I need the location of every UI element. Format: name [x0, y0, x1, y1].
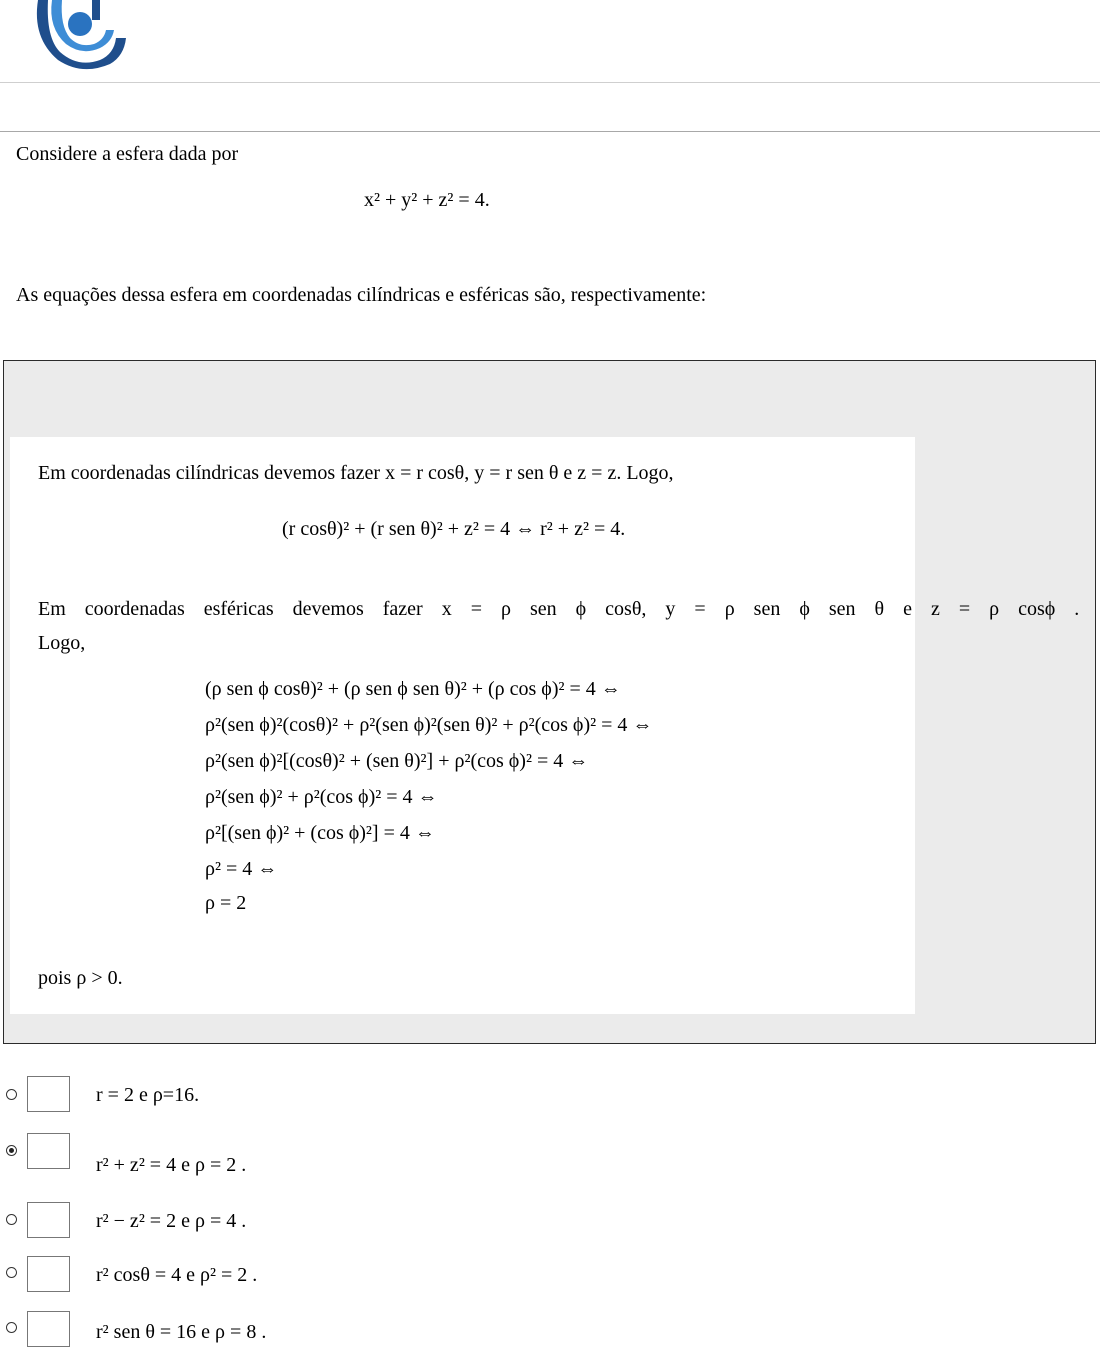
page-header [0, 0, 1100, 83]
divider [0, 131, 1100, 132]
option-text: r² − z² = 2 e ρ = 4 . [96, 1210, 247, 1232]
derivation-step: ρ²(sen ϕ)²(cosθ)² + ρ²(sen ϕ)²(sen θ)² + ρ²(cos ϕ)² = 4 ⇔ [205, 714, 653, 736]
question-intro: Considere a esfera dada por [16, 143, 239, 165]
cylindrical-intro: Em coordenadas cilíndricas devemos fazer x = r cosθ, y = r sen θ e z = z. Logo, [38, 462, 674, 484]
option-text: r² cosθ = 4 e ρ² = 2 . [96, 1264, 258, 1286]
cylindrical-equation: (r cosθ)² + (r sen θ)² + z² = 4 ⇔ r² + z² = 4. [282, 518, 626, 540]
derivation-step: ρ²(sen ϕ)²[(cosθ)² + (sen θ)²] + ρ²(cos ϕ)² = 4 ⇔ [205, 750, 589, 772]
option-letter-box [27, 1256, 70, 1292]
university-logo-icon [30, 0, 130, 83]
option-radio[interactable] [6, 1322, 17, 1333]
feedback-content [10, 437, 1080, 1014]
spherical-intro: Em coordenadas esféricas devemos fazer x = ρ sen ϕ cosθ, y = ρ sen ϕ sen θ e z = ρ cosϕ . [38, 598, 1080, 620]
option-radio[interactable] [6, 1267, 17, 1278]
option-radio[interactable] [6, 1214, 17, 1225]
option-text: r² sen θ = 16 e ρ = 8 . [96, 1321, 267, 1343]
feedback-panel [3, 360, 1096, 1044]
option-text: r² + z² = 4 e ρ = 2 . [96, 1154, 247, 1176]
option-radio-selected[interactable] [6, 1145, 17, 1156]
option-letter-box [27, 1133, 70, 1169]
option-letter-box [27, 1076, 70, 1112]
radio-selected-dot [9, 1148, 14, 1153]
derivation-step: (ρ sen ϕ cosθ)² + (ρ sen ϕ sen θ)² + (ρ cos ϕ)² = 4 ⇔ [205, 678, 621, 700]
option-radio[interactable] [6, 1089, 17, 1100]
question-prompt: As equações dessa esfera em coordenadas cilíndricas e esféricas são, respectivamente: [16, 284, 707, 306]
derivation-step: ρ²[(sen ϕ)² + (cos ϕ)²] = 4 ⇔ [205, 822, 435, 844]
conclusion: pois ρ > 0. [38, 967, 123, 989]
derivation-step: ρ = 2 [205, 892, 247, 914]
derivation-step: ρ² = 4 ⇔ [205, 858, 278, 880]
option-text: r = 2 e ρ=16. [96, 1084, 200, 1106]
option-letter-box [27, 1202, 70, 1238]
question-equation: x² + y² + z² = 4. [364, 189, 490, 211]
derivation-step: ρ²(sen ϕ)² + ρ²(cos ϕ)² = 4 ⇔ [205, 786, 438, 808]
option-letter-box [27, 1311, 70, 1347]
spherical-logo: Logo, [38, 632, 86, 654]
